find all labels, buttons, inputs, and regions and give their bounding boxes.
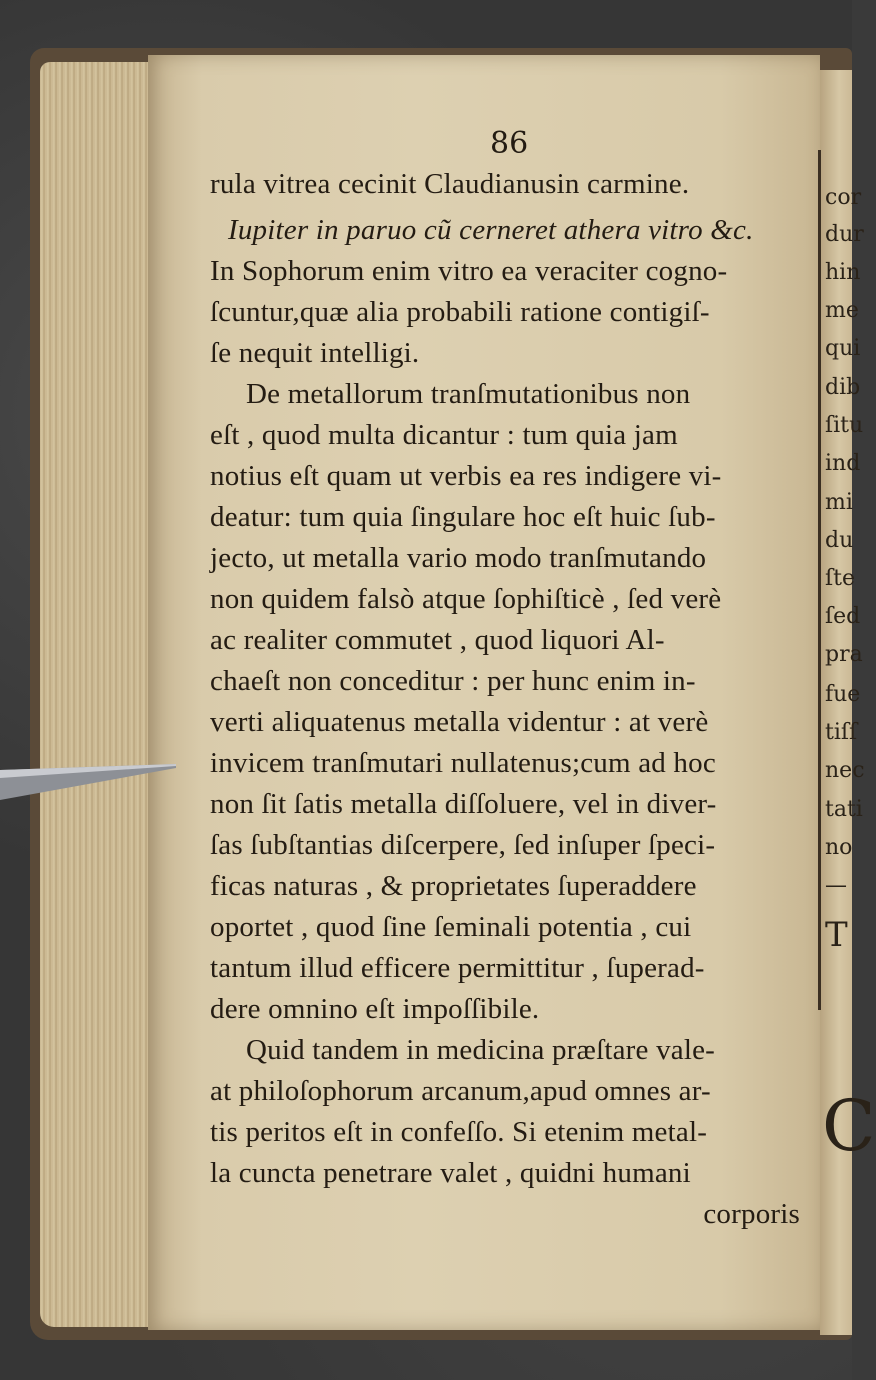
text-line: ac realiter commutet , quod liquori Al- bbox=[210, 624, 665, 656]
text-line: deatur: tum quia ſingulare hoc eſt huic ſub- bbox=[210, 501, 716, 533]
facing-fragment: ſed bbox=[825, 604, 861, 629]
facing-fragment: dur bbox=[825, 222, 864, 247]
facing-fragment: T bbox=[825, 915, 848, 955]
facing-fragment: tati bbox=[825, 797, 863, 822]
text-line: tantum illud efficere permittitur , ſuperad- bbox=[210, 952, 705, 984]
facing-fragment: C bbox=[822, 1085, 876, 1167]
text-line: eſt , quod multa dicantur : tum quia jam bbox=[210, 419, 678, 451]
pointer-tool-icon bbox=[0, 752, 180, 802]
facing-fragment: ind bbox=[825, 451, 861, 476]
text-line: verti aliquatenus metalla videntur : at verè bbox=[210, 706, 709, 738]
text-line: chaeſt non conceditur : per hunc enim in- bbox=[210, 665, 696, 697]
text-line: ficas naturas , & proprietates ſuperaddere bbox=[210, 870, 697, 902]
facing-fragment: tiſſ bbox=[825, 720, 858, 745]
facing-fragment: fue bbox=[825, 682, 861, 707]
text-line: ſcuntur,quæ alia probabili ratione contigiſ- bbox=[210, 296, 710, 328]
facing-fragment: hin bbox=[825, 260, 861, 285]
text-line: jecto, ut metalla vario modo tranſmutando bbox=[210, 542, 707, 574]
text-line: Iupiter in paruo cũ cerneret athera vitro &c. bbox=[228, 214, 754, 246]
page-edges bbox=[40, 62, 155, 1327]
catchword: corporis bbox=[703, 1198, 800, 1230]
text-line: at philoſophorum arcanum,apud omnes ar- bbox=[210, 1075, 711, 1107]
facing-fragment: nec bbox=[825, 758, 865, 783]
facing-fragment: mi bbox=[825, 490, 853, 515]
text-line: Quid tandem in medicina præſtare vale- bbox=[246, 1034, 716, 1066]
facing-fragment: pra bbox=[825, 642, 863, 667]
facing-fragment: ſte bbox=[825, 566, 856, 591]
page-number: 86 bbox=[490, 126, 529, 161]
column-rule bbox=[818, 150, 821, 1010]
text-line: dere omnino eſt impoſſibile. bbox=[210, 993, 540, 1025]
text-line: notius eſt quam ut verbis ea res indigere vi- bbox=[210, 460, 722, 492]
facing-fragment: cor bbox=[825, 185, 862, 210]
book-page-right bbox=[820, 70, 876, 1335]
facing-fragment: me bbox=[825, 298, 859, 323]
text-line: De metallorum tranſmutationibus non bbox=[246, 378, 691, 410]
text-line: la cuncta penetrare valet , quidni humani bbox=[210, 1157, 691, 1189]
text-line: invicem tranſmutari nullatenus;cum ad hoc bbox=[210, 747, 716, 779]
facing-fragment: ſitu bbox=[825, 413, 864, 438]
text-line: non quidem falsò atque ſophiſticè , ſed verè bbox=[210, 583, 722, 615]
text-line: ſas ſubſtantias diſcerpere, ſed inſuper ſpeci- bbox=[210, 829, 716, 861]
text-line: oportet , quod ſine ſeminali potentia , cui bbox=[210, 911, 692, 943]
text-line: tis peritos eſt in confeſſo. Si etenim metal- bbox=[210, 1116, 708, 1148]
facing-fragment: — bbox=[825, 873, 847, 898]
text-line: rula vitrea cecinit Claudianusin carmine. bbox=[210, 168, 690, 200]
text-line: non ſit ſatis metalla diſſoluere, vel in diver- bbox=[210, 788, 717, 820]
facing-fragment: no bbox=[825, 835, 853, 860]
text-line: In Sophorum enim vitro ea veraciter cogno- bbox=[210, 255, 728, 287]
facing-fragment: qui bbox=[825, 336, 861, 361]
facing-fragment: du bbox=[825, 528, 854, 553]
facing-fragment: dib bbox=[825, 375, 861, 400]
text-line: ſe nequit intelligi. bbox=[210, 337, 420, 369]
